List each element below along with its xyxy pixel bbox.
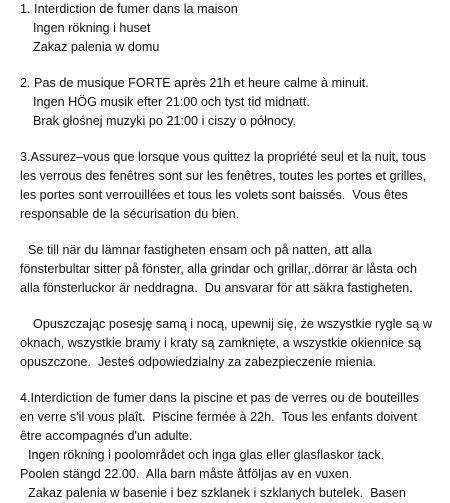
rule-3-swedish-line-2: fönsterbultar sitter på fönster, alla grindar och grillar,.dörrar är låsta och (20, 262, 418, 276)
rule-1-french: 1. Interdiction de fumer dans la maison (20, 2, 238, 16)
rule-2-french: 2. Pas de musique FORTE après 21h et heure calme à minuit. (20, 76, 369, 90)
rule-4-swedish-line-1: Ingen rökning i poolområdet och inga glas eller glasflaskor tack. (28, 448, 385, 462)
rule-4-swedish-line-2: Poolen stängd 22.00. Alla barn måste åtföljas av en vuxen. (20, 467, 353, 481)
rule-3-french-line-1: 3.Assurez–vous que lorsque vous quittez la propriété seul et la nuit, tous (20, 150, 427, 164)
rule-3-french-line-4: responsable de la sécurisation du bien. (20, 207, 240, 221)
rule-3-french-line-2: les verrous des fenêtres sont sur les fenêtres, toutes les portes et grilles, (20, 169, 427, 183)
rule-3-swedish-line-3: alla fönsterluckor är neddragna. Du ansvarar för att säkra fastigheten. (20, 281, 413, 295)
rule-4-french-line-2: en verre s'il vous plaît. Piscine fermée à 22h. Tous les enfants doivent (20, 410, 418, 424)
rule-4-french-line-1: 4.Interdiction de fumer dans la piscine et pas de verres ou de bouteilles (20, 391, 420, 405)
rule-1-polish: Zakaz palenia w domu (33, 40, 160, 54)
rule-3-polish-line-3: opuszczone. Jesteś odpowiedzialny za zabezpieczenie mienia. (20, 355, 377, 369)
rule-3-swedish-line-1: Se till när du lämnar fastigheten ensam och på natten, att alla (28, 243, 372, 257)
rule-1-swedish: Ingen rökning i huset (33, 21, 151, 35)
rule-2-swedish: Ingen HÖG musik efter 21:00 och tyst tid midnatt. (33, 95, 310, 109)
rule-3-polish-line-2: oknach, wszystkie bramy i kraty są zamknięte, a wszystkie okiennice są (20, 336, 422, 350)
rule-4-polish-line-1: Zakaz palenia w basenie i bez szklanek i szklanych butelek. Basen (28, 486, 406, 500)
rule-3-polish-line-1: Opuszczając posesję samą i nocą, upewnij się, że wszystkie rygle są w (33, 317, 432, 331)
rule-4-french-line-3: être accompagnés d'un adulte. (20, 429, 193, 443)
rule-3-french-line-3: les portes sont verrouillées et tous les volets sont baissés. Vous êtes (20, 188, 408, 202)
rule-2-polish: Brak głośnej muzyki po 21:00 i ciszy o północy. (33, 114, 297, 128)
